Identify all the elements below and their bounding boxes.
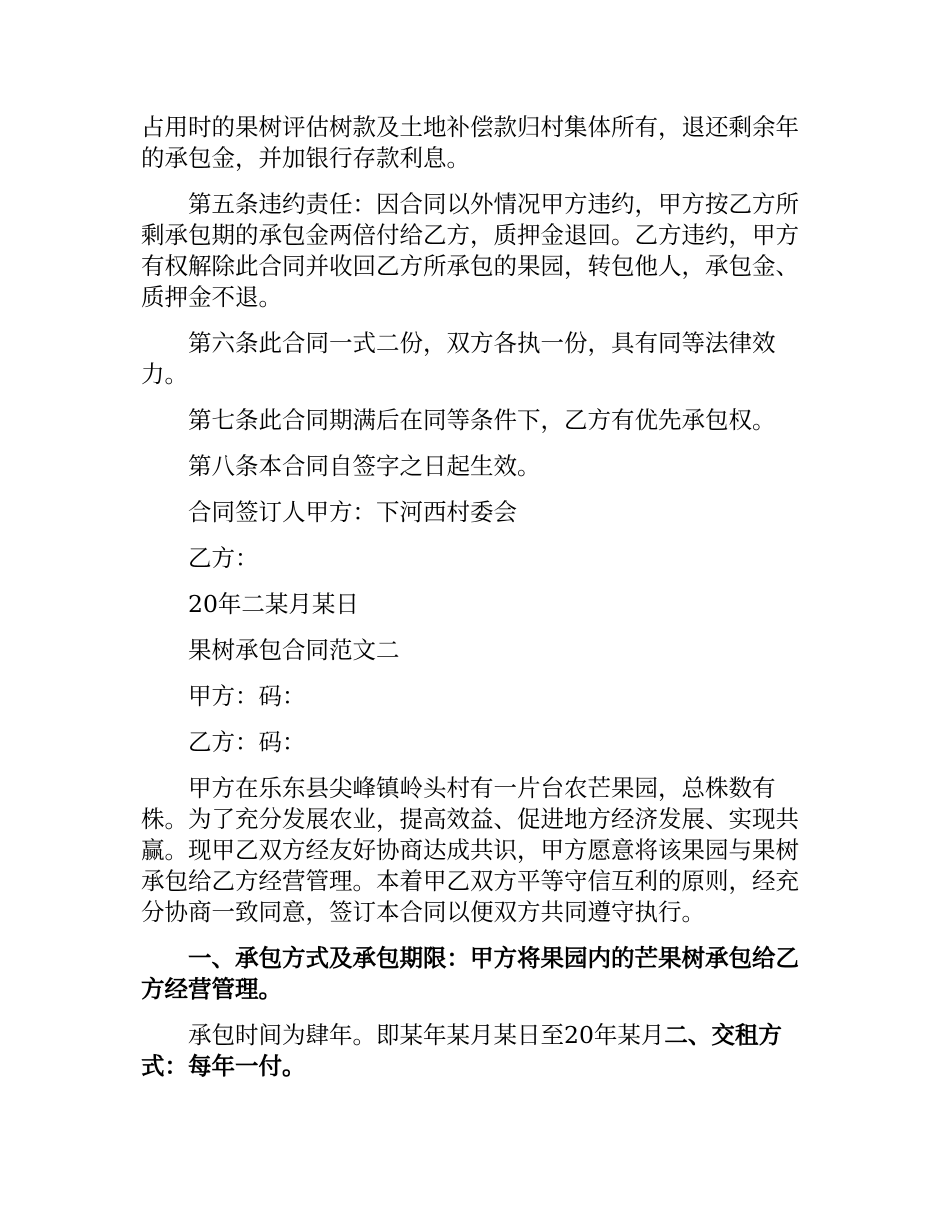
section-title: 果树承包合同范文二	[188, 636, 400, 664]
paragraph-continuation: 占用时的果树评估树款及土地补偿款归村集体所有，退还剩余年的承包金，并加银行存款利息。	[141, 113, 799, 172]
signatory-party-b: 乙方：	[188, 544, 259, 572]
contract-term-text: 承包时间为肆年。即某年某月某日至20年某月	[188, 1021, 665, 1049]
heading-rent-payment: 二、交租方式：每年一付。	[141, 1021, 782, 1080]
signatory-party-a: 合同签订人甲方：下河西村委会	[188, 498, 517, 526]
document-page	[141, 112, 811, 1097]
party-a-line: 甲方：码：	[188, 682, 306, 710]
paragraph-article-7: 第七条此合同期满后在同等条件下，乙方有优先承包权。	[188, 406, 776, 434]
paragraph-article-5: 第五条违约责任：因合同以外情况甲方违约，甲方按乙方所剩承包期的承包金两倍付给乙方，质押金退回。乙方违约，甲方有权解除此合同并收回乙方所承包的果园，转包他人，承包金、质押金不退。	[141, 190, 799, 311]
paragraph-contract-term	[141, 1020, 811, 1082]
paragraph-article-6: 第六条此合同一式二份，双方各执一份，具有同等法律效力。	[141, 329, 776, 388]
paragraph-article-8: 第八条本合同自签字之日起生效。	[188, 452, 541, 480]
paragraph-preamble: 甲方在乐东县尖峰镇岭头村有一片台农芒果园，总株数有株。为了充分发展农业，提高效益、促进地方经济发展、实现共赢。现甲乙双方经友好协商达成共识，甲方愿意将该果园与果树承包给乙方经营管理。本着甲乙双方平等守信互利的原则，经充分协商一致同意，签订本合同以便双方共同遵守执行。	[141, 774, 799, 926]
party-b-line: 乙方：码：	[188, 728, 306, 756]
heading-contract-method: 一、承包方式及承包期限：甲方将果园内的芒果树承包给乙方经营管理。	[141, 944, 799, 1003]
signing-date: 20年二某月某日	[188, 590, 359, 618]
